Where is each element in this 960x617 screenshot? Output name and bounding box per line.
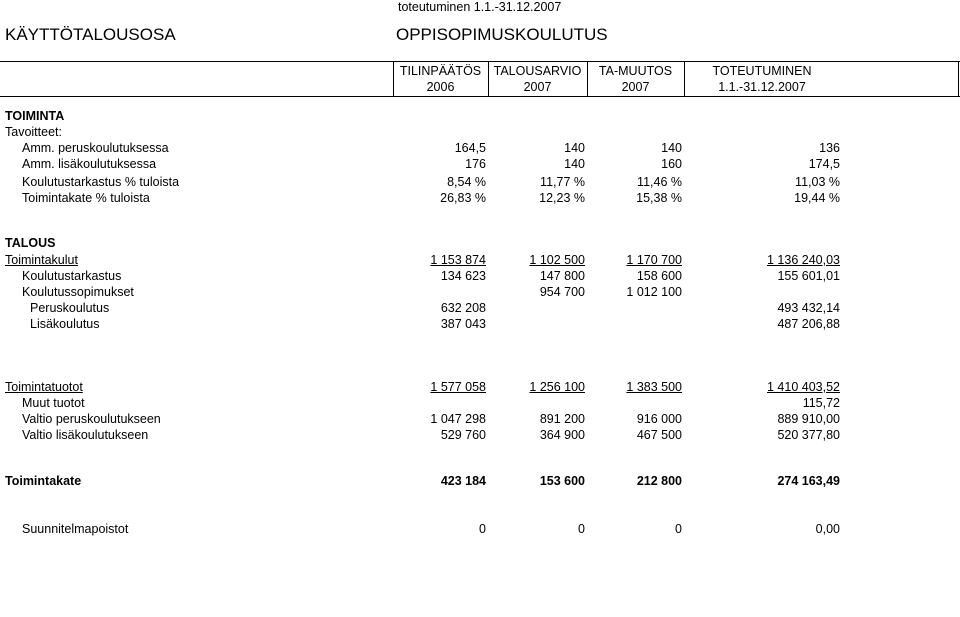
subheading-tavoitteet: Tavoitteet: bbox=[5, 125, 62, 139]
cell-value: 423 184 bbox=[440, 474, 486, 488]
column-divider bbox=[958, 61, 959, 96]
row-label: Koulutustarkastus % tuloista bbox=[22, 175, 180, 189]
cell-value: 212 800 bbox=[636, 474, 682, 488]
period-label: toteutuminen 1.1.-31.12.2007 bbox=[398, 0, 562, 14]
cell-value: 140 bbox=[564, 157, 585, 171]
header-bottom-border bbox=[0, 96, 960, 97]
column-header-tilinpaatos: TILINPÄÄTÖS bbox=[399, 64, 482, 78]
column-header-year: 2006 bbox=[426, 80, 455, 94]
row-label-toimintatuotot: Toimintatuotot bbox=[5, 380, 83, 394]
cell-value: 520 377,80 bbox=[777, 428, 840, 442]
row-label: Valtio lisäkoulutukseen bbox=[22, 428, 149, 442]
cell-value: 160 bbox=[661, 157, 682, 171]
cell-value: 11,46 % bbox=[637, 175, 682, 189]
column-header-period: 1.1.-31.12.2007 bbox=[718, 80, 806, 94]
cell-value: 0,00 bbox=[815, 522, 840, 536]
row-label: Amm. lisäkoulutuksessa bbox=[22, 157, 157, 171]
cell-value: 140 bbox=[661, 141, 682, 155]
cell-value: 11,03 % bbox=[795, 175, 840, 189]
cell-value: 26,83 % bbox=[440, 191, 486, 205]
cell-value: 632 208 bbox=[440, 301, 486, 315]
cell-value: 147 800 bbox=[539, 269, 585, 283]
cell-value: 15,38 % bbox=[636, 191, 682, 205]
cell-value: 8,54 % bbox=[447, 175, 486, 189]
cell-value: 11,77 % bbox=[540, 175, 585, 189]
cell-value: 115,72 bbox=[802, 396, 840, 410]
cell-value: 387 043 bbox=[440, 317, 486, 331]
column-header-toteutuminen: TOTEUTUMINEN bbox=[712, 64, 812, 78]
cell-value: 1 136 240,03 bbox=[767, 253, 840, 267]
column-header-year: 2007 bbox=[621, 80, 650, 94]
cell-value: 487 206,88 bbox=[777, 317, 840, 331]
cell-value: 0 bbox=[675, 522, 682, 536]
section-heading-toiminta: TOIMINTA bbox=[5, 109, 65, 123]
row-label: Lisäkoulutus bbox=[30, 317, 100, 331]
cell-value: 19,44 % bbox=[794, 191, 840, 205]
cell-value: 136 bbox=[819, 141, 840, 155]
cell-value: 134 623 bbox=[440, 269, 486, 283]
cell-value: 1 012 100 bbox=[626, 285, 682, 299]
row-label-toimintakulut: Toimintakulut bbox=[5, 253, 78, 267]
row-label: Koulutussopimukset bbox=[22, 285, 134, 299]
cell-value: 153 600 bbox=[539, 474, 585, 488]
row-label: Valtio peruskoulutukseen bbox=[22, 412, 161, 426]
section-heading-talous: TALOUS bbox=[5, 236, 56, 250]
cell-value: 176 bbox=[465, 157, 486, 171]
cell-value: 12,23 % bbox=[539, 191, 585, 205]
column-header-year: 2007 bbox=[523, 80, 552, 94]
cell-value: 529 760 bbox=[440, 428, 486, 442]
cell-value: 164,5 bbox=[454, 141, 486, 155]
row-label: Muut tuotot bbox=[22, 396, 85, 410]
cell-value: 1 047 298 bbox=[430, 412, 486, 426]
row-label: Koulutustarkastus bbox=[22, 269, 122, 283]
row-label-toimintakate: Toimintakate bbox=[5, 474, 82, 488]
row-label-suunnitelmapoistot: Suunnitelmapoistot bbox=[22, 522, 129, 536]
cell-value: 274 163,49 bbox=[777, 474, 840, 488]
cell-value: 889 910,00 bbox=[777, 412, 840, 426]
cell-value: 0 bbox=[578, 522, 585, 536]
cell-value: 1 153 874 bbox=[430, 253, 486, 267]
cell-value: 155 601,01 bbox=[777, 269, 840, 283]
cell-value: 174,5 bbox=[808, 157, 840, 171]
cell-value: 954 700 bbox=[539, 285, 585, 299]
cell-value: 0 bbox=[479, 522, 486, 536]
row-label: Amm. peruskoulutuksessa bbox=[22, 141, 169, 155]
unit-title: OPPISOPIMUSKOULUTUS bbox=[396, 25, 608, 44]
cell-value: 1 256 100 bbox=[529, 380, 585, 394]
row-label: Toimintakate % tuloista bbox=[22, 191, 150, 205]
row-label: Peruskoulutus bbox=[30, 301, 110, 315]
cell-value: 140 bbox=[564, 141, 585, 155]
cell-value: 891 200 bbox=[539, 412, 585, 426]
cell-value: 493 432,14 bbox=[777, 301, 840, 315]
cell-value: 1 410 403,52 bbox=[767, 380, 840, 394]
column-header-talousarvio: TALOUSARVIO bbox=[493, 64, 582, 78]
cell-value: 1 577 058 bbox=[430, 380, 486, 394]
cell-value: 1 383 500 bbox=[626, 380, 682, 394]
cell-value: 916 000 bbox=[636, 412, 682, 426]
page-title: KÄYTTÖTALOUSOSA bbox=[5, 25, 176, 44]
cell-value: 1 102 500 bbox=[529, 253, 585, 267]
cell-value: 158 600 bbox=[636, 269, 682, 283]
column-header-ta-muutos: TA-MUUTOS bbox=[598, 64, 673, 78]
table-top-border bbox=[0, 61, 960, 62]
cell-value: 1 170 700 bbox=[626, 253, 682, 267]
cell-value: 364 900 bbox=[539, 428, 585, 442]
cell-value: 467 500 bbox=[636, 428, 682, 442]
